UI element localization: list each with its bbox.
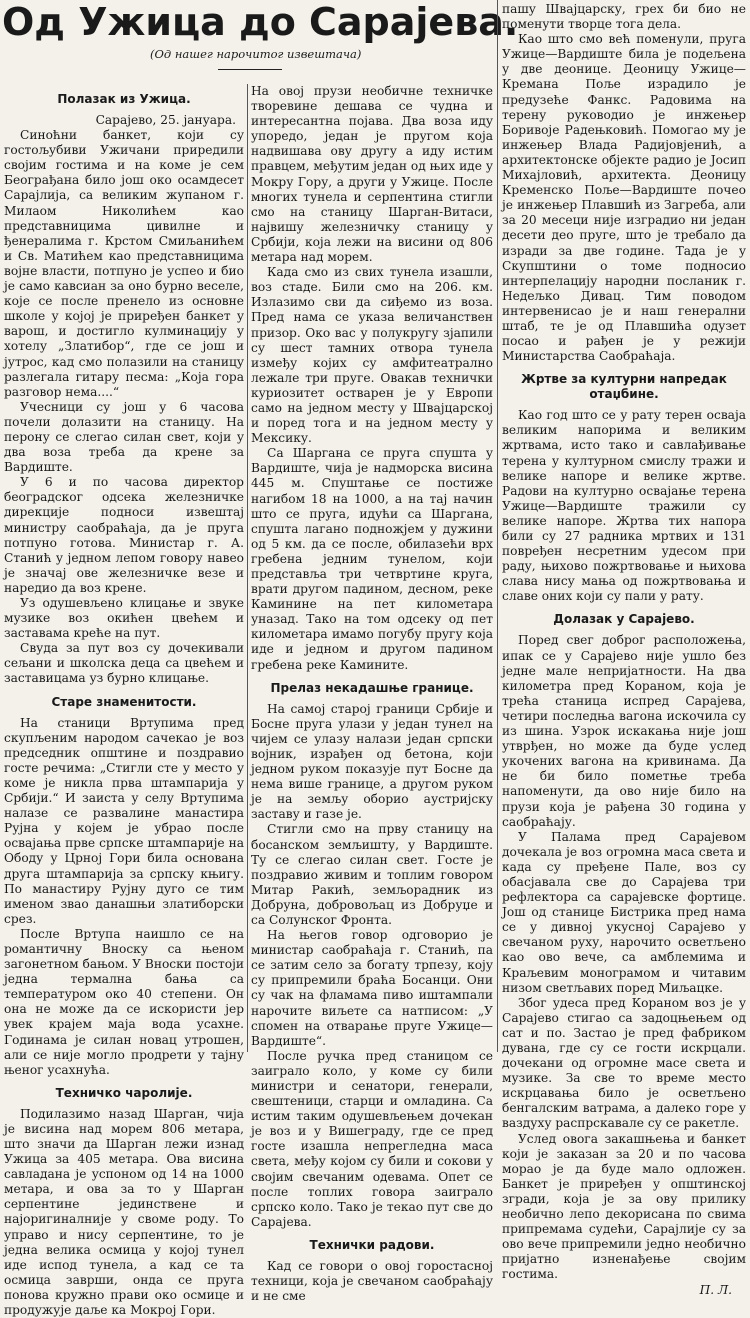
section-heading: Старе знаменитости. — [51, 694, 197, 709]
paragraph-continued: пашу Швајцарску, грех би био не поменути творце тога дела. — [502, 2, 746, 32]
paragraph: Када смо из свих тунела изашли, воз стаде. Били смо на 206. км. Излазимо сви да сиђемо из воза. Пред нама се указа величанствен призор. Око вас у полукругу зјапили су шест тамних отвора тунела између којих су амфитеатрално лежале три пруге. Овакав технички куриозитет остварен је у Европи само на једном месту у Швајцарској и поред тога и на једном месту у Мексику. — [251, 265, 493, 446]
section-heading: Жртве за културни напредак отаџбине. — [521, 372, 727, 402]
column-2 — [251, 84, 493, 1304]
paragraph: Свуда за пут воз су дочекивали сељани и школска деца са цвећем и заставицама уз бурно клицање. — [4, 641, 244, 686]
paragraph: На његов говор одговорио је министар саобраћаја г. Станић, па се затим село за богату трпезу, коју су припремили браћа Босанци. Они су чак на фламама пиво иштампали нарочите виљете са натписом: „У спомен на отварање пруге Ужице—Вардиште“. — [251, 928, 493, 1048]
section-heading: Долазак у Сарајево. — [553, 612, 695, 627]
section-heading: Технички радови. — [309, 1237, 435, 1252]
article-title: Од Ужица до Сараjева. — [2, 0, 519, 44]
paragraph: Кад се говори о овој горостасној техници, која је свечаном саобраћају и не сме — [251, 1258, 493, 1304]
paragraph: После ручка пред станицом се заиграло коло, у коме су били министри и сенатори, генерали, свештеници, старци и омладина. Са истим таким одушевљењем дочекан је воз и у Вишеграду, где се пред госте изашла непрегледна маса света, међу којом су били и сокови у својим свечаним одевама. Опет се после топлих говора заиграло српско коло. Тако је текао пут све до Сарајева. — [251, 1048, 493, 1229]
paragraph: Стигли смо на прву станицу на босанском земљишту, у Вардиште. Ту се слегао силан свет. Госте је поздравио живим и топлим говором Митар Ракић, земљорадник из Добруна, добровољац из Добруџе и са Солунског Фронта. — [251, 822, 493, 927]
paragraph: Учесници су још у 6 часова почели долазити на станицу. На перону се слегао силан свет, који у два воза треба да крене за Вардиште. — [4, 399, 244, 475]
dateline: Сарајево, 25. јануара. — [95, 113, 236, 127]
title-rule — [218, 69, 282, 70]
section-heading: Полазак из Ужица. — [57, 92, 191, 106]
column-1 — [4, 84, 244, 1318]
column-divider — [247, 84, 248, 1052]
paragraph: Као год што се у рату терен осваја великим напорима и великим жртвама, исто тако и савлађивање терена у културном смислу тражи и велике напоре и велике жртве. Радови на културно освајање терена Ужице—Вардиште тражили су велике напоре. Жртва тих напора били су 27 радника мртвих и 131 повређен несретним удесом при раду, њихово пожртвовање и њихова слава нису мања од пожртвовања и славе оних који су пали у рату. — [502, 408, 746, 604]
paragraph: Због удеса пред Кораном воз је у Сарајево стигао са задоцњењем од сат и по. Застао је пред фабриком дувана, где су се гости искрцали. дочекани од огромне масе света и музике. За све то време место искрцавања било је осветљено бенгалским ватрама, а далеко горе у ваздуху распрскавале су се ракетле. — [502, 995, 746, 1131]
paragraph: Уз одушевљено клицање и звуке музике воз окићен цвећем и заставама креће на пут. — [4, 596, 244, 641]
paragraph: Са Шаргана се пруга спушта у Вардиште, чија је надморска висина 445 м. Спуштање се постиже нагибом 18 на 1000, а на тај начин што се пруга, идући са Шаргана, спушта лагано подножјем у дужини од 5 км. да се после, обилазећи врх гребена једним тунелом, који представља три четвртине круга, врати другом падином, десном, реке Каминине на пет километара уназад. Тако на том одсеку од пет километара имамо погубу пругу која иде и једном и другом падином гребена реке Камините. — [251, 446, 493, 672]
article-subtitle: (Од нашег нарочитог извештача) — [150, 47, 362, 61]
paragraph: У Паламa пред Сарајевом дочекала је воз огромна маса света и када су пређене Пале, воз су обасјавала све до Сарајева три рефлектора са сарајевске фортице. Још од станице Бистрика пред нама се у дивној укусној Сарајево у свечаном руху, нарочито осветљено као ово вече, са амблемима и Краљевим монограмом и читавим низом светљавих поред Миљацке. — [502, 829, 746, 995]
paragraph: Као што смо већ поменули, пруга Ужице—Вардиште била је подељена у две деонице. Деоницу Ужице—Кремана Поље израдило је предузеће Фанкс. Радовима на терену руководио је инжењер Боривоје Радењковић. Помогао му је инжењер Влада Радијовјенић, а архитектонске објекте радио је Јосип Михајловић, архитекта. Деоницу Кременско Поље—Вардиште почео је инжењер Плавшић из Загреба, али за 20 месеци није изградио ни један десети део пруге, што је требало да изради за две године. Тада је у Скупштини о томе подносио интерпелацију народни посланик г. Недељко Дивац. Тим поводом интервенисао је и наш генерални штаб, те је од Плавшића одузет посао и рађен је у режији Министарства Саобраћаја. — [502, 32, 746, 364]
author-signature: П. Л. — [699, 1282, 732, 1297]
section-heading: Прелаз некадашње границе. — [270, 680, 474, 695]
paragraph: Подилазимо назад Шарган, чија је висина над морем 806 метара, што значи да Шарган лежи изнад Ужица за 405 метара. Ова висина савладана је успоном од 14 на 1000 метара, и ова за то у Шарган серпентине јединствене и најоригиналније у своме роду. То управо и нису серпентине, то је једна велика осмица у којој тунел иде испод тунела, а кад се та осмица заврши, онда се пруга понова кружно прави око осмице и продужује даље ка Мокрој Гори. — [4, 1106, 244, 1318]
paragraph: У 6 и по часова директор београдског одсека железничке дирекције подноси извештај министру саобраћаја, да је пруга потпуно готова. Министар г. А. Станић у једном лепом говору навео је значај ове железничке везе и наредио да воз крене. — [4, 475, 244, 595]
column-divider — [497, 0, 498, 1052]
paragraph: Поред свег доброг расположења, ипак се у Сарајево није ушло без једне мале непријатности. На два километра пред Кораном, која је трећа станица испред Сарајева, четири последња вагона искочила су из шина. Узрок искакања није још утврђен, но може да буде услед укочених вагона на кривинама. Да не би било пометње треба напоменути, да ово није било на прузи која је рађена 30 година у саобраћају. — [502, 633, 746, 829]
paragraph: Услед овога закашњења и банкет који је заказан за 20 и по часова морао је да буде мало одложен. Банкет је приређен у општинској згради, која је за ову прилику необично лепо декорисана по свима припремама судећи, Сарајлије су за ово вече припремили једно необично пријатно изненађење својим гостима. — [502, 1131, 746, 1282]
column-3 — [502, 2, 746, 1297]
paragraph: На станици Вртупима пред скупљеним народом сачекао је воз председник општине и поздравио госте речима: „Стигли сте у место у коме је никла прва штампарија у Србији.“ И заиста у селу Вртупима налазе се развалине манастира Рујна у којем је убрао после освајања прве српске штампарије на Ободу у Црној Гори била основана друга штампарија за српску књигу. По манастиру Рујну дуго се тим именом звао данашњи златиборски срез. — [4, 715, 244, 926]
paragraph: На самој старој граници Србије и Босне пруга улази у један тунел на чијем се улазу налази један српски војник, израђен од бетона, који једном руком показује пут Босне да нема више границе, а другом руком је на земљу оборио аустријску заставу и газе је. — [251, 701, 493, 822]
paragraph: Синоћни банкет, који су гостољубиви Ужичани приредили својим гостима и на коме је сем Београђана било још око осамдесет Сарајлија, са великим жупаном г. Милаoм Николићем као представницима цивилне и ђенералима г. Крстом Смиљанићем и Св. Матићем као представницима војне власти, потпуно је успео и био је само кавсиан за оно бурно веселе, које се после пренело из основне школе у којој је приређен банкет у варош, и достигло кулминацију у хотелу „Златибор“, где се још и јутрос, кад смо полазили на станицу разлегала гитару песма: „Која гора разговор нема....“ — [4, 128, 244, 399]
paragraph-continued: На овој прузи необичне техничке творевине дешава се чудна и интересантна појава. Два воза иду упоредо, један је пругом која надвишава ову другу а иду истим правцем, међутим један од њих иде у Мокру Гору, а други у Ужице. После многих тунела и серпентина стигли смо на станицу Шарган-Витаси, највишу железничку станицу у Србији, која лежи на висини од 806 метара над морем. — [251, 84, 493, 265]
section-heading: Техничко чаролије. — [55, 1085, 193, 1100]
paragraph: После Вртупа наишло се на романтичну Вноску са њеном загонетном бањом. У Вноски постоји једна термална бања са температуром око 40 степени. Он она не може да се искористи јер увек крајем маја вода усахне. Годинама је силан новац утрошен, али се није могло продрети у тајну њеног усахнућа. — [4, 926, 244, 1077]
